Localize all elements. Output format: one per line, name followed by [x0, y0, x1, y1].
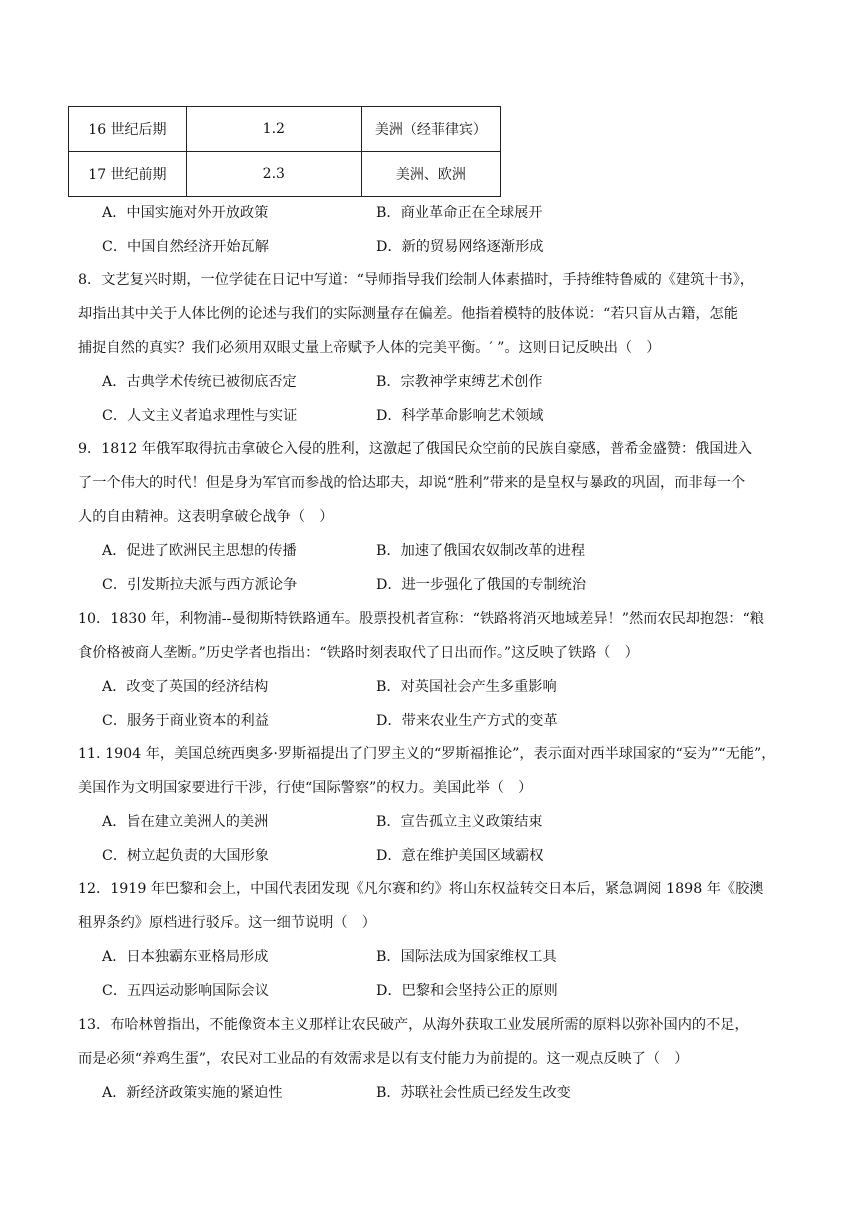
option-b: B．对英国社会产生多重影响: [376, 679, 557, 695]
option-b: B．商业革命正在全球展开: [376, 205, 543, 221]
table-cell-value: 1.2: [186, 107, 361, 152]
option-row: [102, 704, 702, 738]
option-a: A．新经济政策实施的紧迫性: [102, 1085, 283, 1101]
option-row: [102, 196, 702, 230]
option-b: B．宣告孤立主义政策结束: [376, 814, 543, 830]
question-13-stem: [78, 1008, 784, 1076]
option-d: D．带来农业生产方式的变革: [376, 713, 558, 729]
table-cell-region: 美洲、欧洲: [361, 152, 500, 197]
option-row: [102, 974, 702, 1008]
table-cell-period: 17 世纪前期: [69, 152, 187, 197]
trade-data-table: [68, 106, 501, 197]
question-line: 人的自由精神。这表明拿破仑战争（ ）: [78, 509, 334, 525]
question-line: 美国作为文明国家要进行干涉，行使“国际警察”的权力。美国此举（ ）: [78, 780, 533, 796]
option-d: D．巴黎和会坚持公正的原则: [376, 983, 558, 999]
question-10-stem: [78, 602, 784, 670]
question-line: 租界条约》原档进行驳斥。这一细节说明（ ）: [78, 915, 376, 931]
question-line: 10．1830 年，利物浦--曼彻斯特铁路通车。股票投机者宣称：“铁路将消灭地域差异！”然而农民却抱怨：“粮: [78, 611, 764, 627]
question-9-options: [102, 534, 702, 602]
option-row: [102, 399, 702, 433]
option-c: C．引发斯拉夫派与西方派论争: [102, 577, 298, 593]
table-row: [69, 107, 501, 152]
option-a: A．古典学术传统已被彻底否定: [102, 374, 297, 390]
option-row: [102, 1076, 702, 1110]
question-8-stem: [78, 263, 784, 365]
question-line: 13．布哈林曾指出，不能像资本主义那样让农民破产，从海外获取工业发展所需的原料以弥补国内的不足，: [78, 1017, 749, 1033]
question-12-stem: [78, 872, 784, 940]
q7-options: [102, 196, 702, 264]
question-line: 食价格被商人垄断。”历史学者也指出：“铁路时刻表取代了日出而作。”这反映了铁路（ ）: [78, 645, 639, 661]
question-11-options: [102, 805, 702, 873]
option-d: D．意在维护美国区域霸权: [376, 848, 544, 864]
table-cell-period: 16 世纪后期: [69, 107, 187, 152]
question-8-options: [102, 365, 702, 433]
question-line: 捕捉自然的真实？我们必须用双眼丈量上帝赋予人体的完美平衡。′ ”。这则日记反映出（ ）: [78, 340, 661, 356]
option-row: [102, 670, 702, 704]
option-b: B．国际法成为国家维权工具: [376, 949, 557, 965]
question-line: 12．1919 年巴黎和会上，中国代表团发现《凡尔赛和约》将山东权益转交日本后，紧急调阅 1898 年《胶澳: [78, 881, 764, 897]
question-line: 11. 1904 年，美国总统西奥多·罗斯福提出了门罗主义的“罗斯福推论”，表示面对西半球国家的“妄为”“无能”，: [78, 746, 776, 762]
question-line: 而是必须“养鸡生蛋”，农民对工业品的有效需求是以有支付能力为前提的。这一观点反映了（ ）: [78, 1051, 689, 1067]
question-11-stem: [78, 737, 784, 805]
option-d: D．新的贸易网络逐渐形成: [376, 239, 544, 255]
option-b: B．宗教神学束缚艺术创作: [376, 374, 543, 390]
question-line: 9．1812 年俄军取得抗击拿破仑入侵的胜利，这激起了俄国民众空前的民族自豪感，普希金盛赞：俄国进入: [78, 441, 752, 457]
option-c: C．五四运动影响国际会议: [102, 983, 269, 999]
option-b: B．苏联社会性质已经发生改变: [376, 1085, 571, 1101]
option-row: [102, 534, 702, 568]
option-c: C．人文主义者追求理性与实证: [102, 408, 298, 424]
table-row: [69, 152, 501, 197]
option-a: A．日本独霸东亚格局形成: [102, 949, 269, 965]
question-9-stem: [78, 432, 784, 534]
option-c: C．服务于商业资本的利益: [102, 713, 269, 729]
option-row: [102, 568, 702, 602]
option-a: A．促进了欧洲民主思想的传播: [102, 543, 297, 559]
option-c: C．中国自然经济开始瓦解: [102, 239, 269, 255]
question-line: 8．文艺复兴时期，一位学徒在日记中写道：“导师指导我们绘制人体素描时，手持维特鲁威的《建筑十书》，: [78, 272, 754, 288]
question-12-options: [102, 940, 702, 1008]
question-line: 了一个伟大的时代！但是身为军官而参战的恰达耶夫，却说“胜利”带来的是皇权与暴政的巩固，而非每一个: [78, 475, 746, 491]
table-cell-region: 美洲（经菲律宾）: [361, 107, 500, 152]
question-13-options: [102, 1076, 702, 1110]
option-a: A．改变了英国的经济结构: [102, 679, 269, 695]
question-line: 却指出其中关于人体比例的论述与我们的实际测量存在偏差。他指着模特的肢体说：“若只盲从古籍，怎能: [78, 306, 738, 322]
option-c: C．树立起负责的大国形象: [102, 848, 269, 864]
option-row: [102, 230, 702, 264]
option-b: B．加速了俄国农奴制改革的进程: [376, 543, 586, 559]
option-row: [102, 940, 702, 974]
option-row: [102, 805, 702, 839]
option-d: D．进一步强化了俄国的专制统治: [376, 577, 587, 593]
option-row: [102, 365, 702, 399]
option-row: [102, 839, 702, 873]
option-d: D．科学革命影响艺术领域: [376, 408, 544, 424]
option-a: A．旨在建立美洲人的美洲: [102, 814, 269, 830]
table-cell-value: 2.3: [186, 152, 361, 197]
question-10-options: [102, 670, 702, 738]
option-a: A．中国实施对外开放政策: [102, 205, 269, 221]
